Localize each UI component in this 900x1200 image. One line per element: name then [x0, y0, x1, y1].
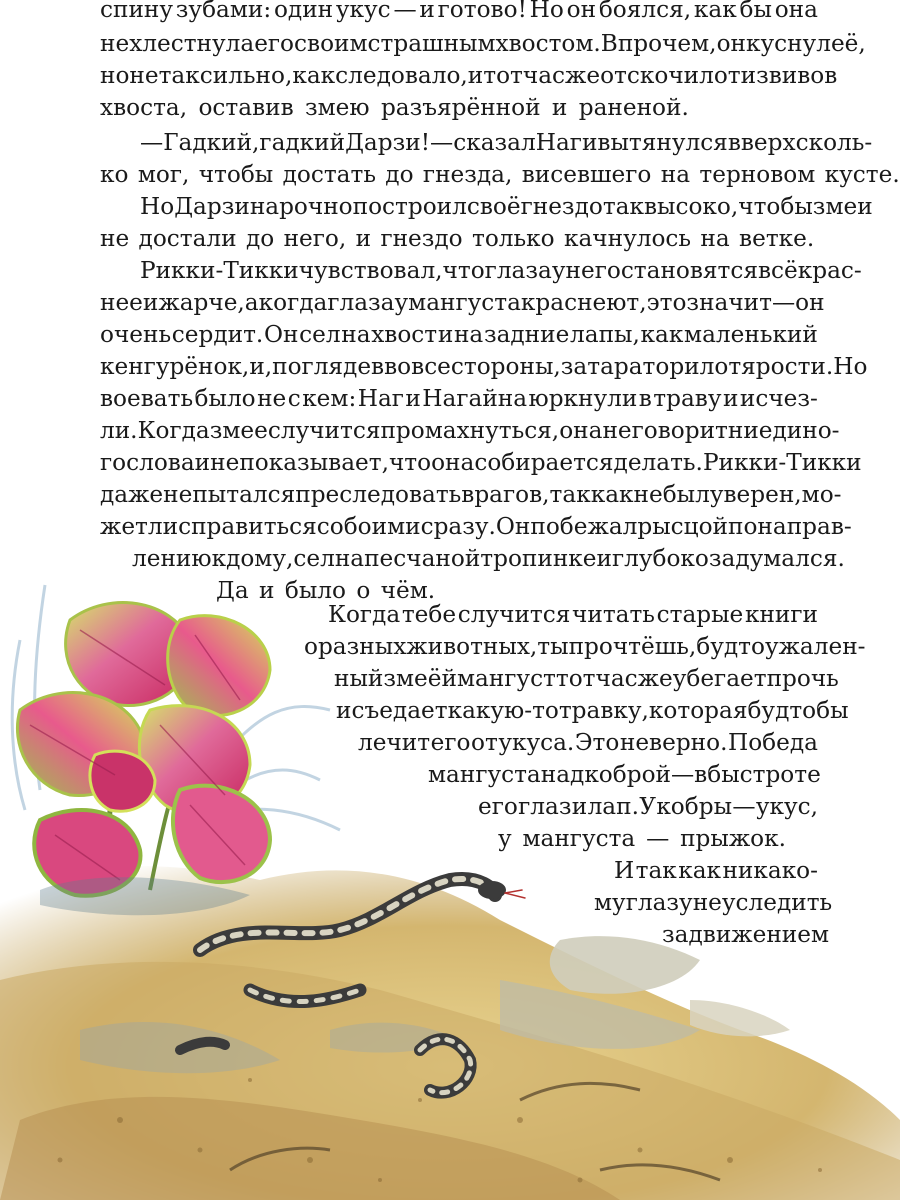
text-line: хвоста, оставив змею разъярённой и раненой.: [100, 94, 689, 121]
text-line: го слова и не показывает, что она собирается делать. Рикки-Тикки: [100, 449, 862, 476]
text-line: Да и было о чём.: [216, 577, 436, 604]
text-line: кенгурёнок, и, поглядев во все стороны, затараторил от ярости. Но: [100, 353, 868, 380]
text-line: лению к дому, сел на песчаной тропинке и глубоко задумался.: [132, 545, 845, 572]
text-line: ли. Когда змее случится промахнуться, она не говорит ни едино-: [100, 417, 840, 444]
text-line: не хлестнула его своим страшным хвостом. Впрочем, он куснул её,: [100, 30, 866, 57]
side-text-line: за движением: [662, 921, 829, 948]
side-text-line: лечит его от укуса. Это неверно. Победа: [358, 729, 818, 756]
text-line: нее и жарче, а когда глаза у мангуста краснеют, это значит — он: [100, 289, 825, 316]
side-text-line: у мангуста — прыжок.: [498, 825, 786, 852]
text-line: но не так сильно, как следовало, и тотчас же отскочил от извивов: [100, 62, 838, 89]
text-line: Рикки-Тикки чувствовал, что глаза у него становятся всё крас-: [140, 257, 862, 284]
side-text-line: его глаз и лап. У кобры — укус,: [478, 793, 818, 820]
text-line: даже не пытался преследовать врагов, так как не был уверен, мо-: [100, 481, 842, 508]
text-line: не достали до него, и гнездо только качнулось на ветке.: [100, 225, 815, 252]
side-text-line: Когда тебе случится читать старые книги: [328, 601, 818, 628]
text-line: жет ли справиться с обоими сразу. Он побежал рысцой по направ-: [100, 513, 852, 540]
text-line: Но Дарзи нарочно построил своё гнездо так высоко, чтобы змеи: [140, 193, 873, 220]
text-line: — Гадкий, гадкий Дарзи! — сказал Наг и вытянулся вверх сколь-: [140, 129, 873, 156]
side-text-line: о разных животных, ты прочтёшь, будто ужален-: [304, 633, 866, 660]
text-line: воевать было не с кем: Наг и Нагайна юркнули в траву и исчез-: [100, 385, 818, 412]
side-text-line: И так как никако-: [614, 857, 818, 884]
text-line: ко мог, чтобы достать до гнезда, висевшего на терновом кусте.: [100, 161, 900, 188]
text-line: спину зубами: один укус — и готово! Но он боялся, как бы она: [100, 0, 818, 23]
side-text-line: мангуста над коброй — в быстроте: [428, 761, 821, 788]
side-text-line: ный змеёй мангуст тотчас же убегает прочь: [334, 665, 839, 692]
side-text-line: и съедает какую-то травку, которая будто бы: [336, 697, 849, 724]
text-line: очень сердит. Он сел на хвост и на задние лапы, как маленький: [100, 321, 818, 348]
side-text-line: му глазу не уследить: [594, 889, 833, 916]
